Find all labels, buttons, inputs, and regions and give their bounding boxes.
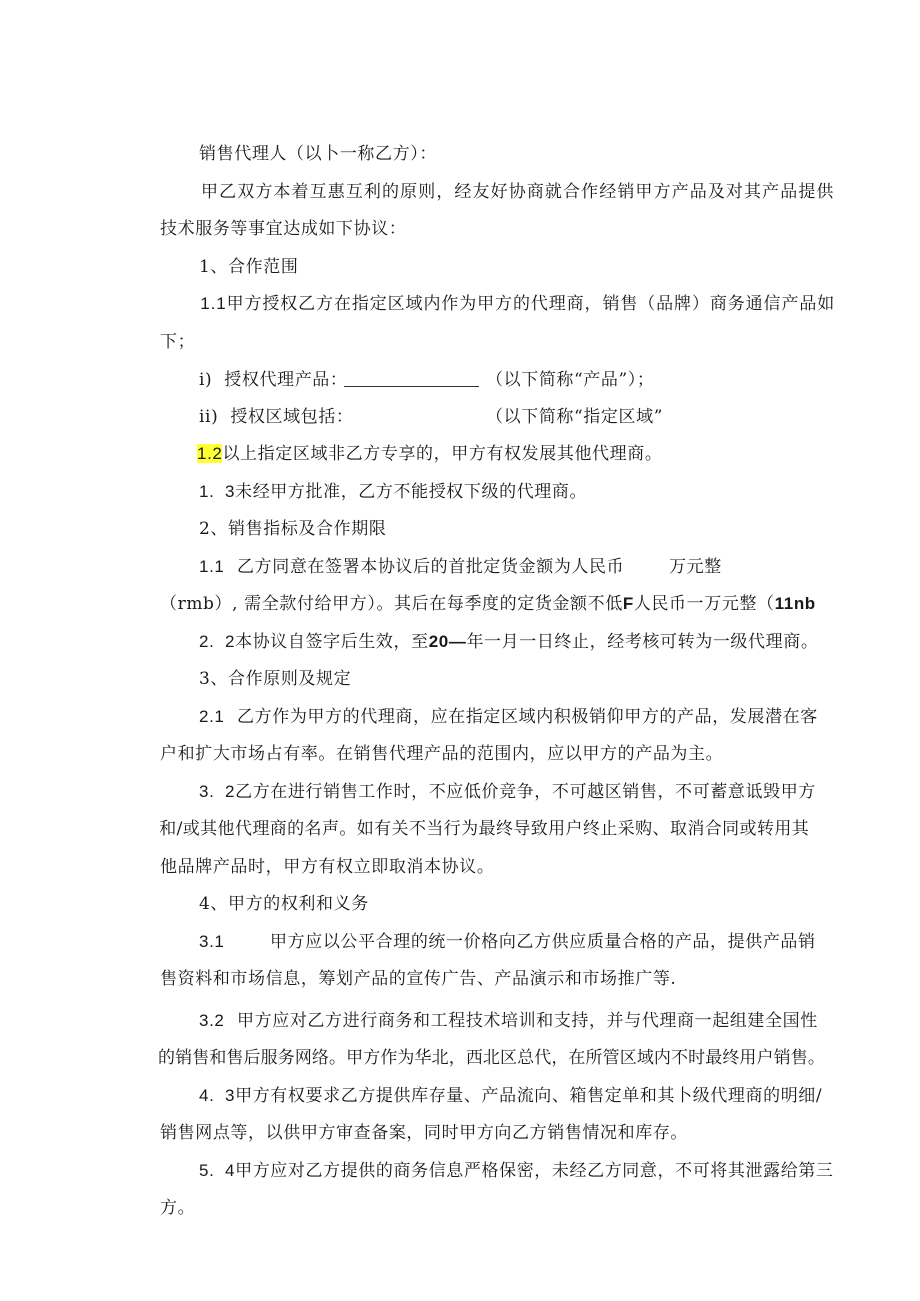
clause-4-4-line-1 [175, 1138, 834, 1204]
text: 和/或其他代理商的名声。如有关不当行为最终导致用户终止采购、取消合同或转用其 [159, 819, 810, 839]
clause-number: 5. 4 [199, 1161, 236, 1180]
clause-text: 甲方应以公平合理的统一价格向乙方供应质量合格的产品，提供产品销 [270, 932, 816, 952]
clause-text: 未经甲方批准，乙方不能授权下级的代理商。 [235, 482, 588, 502]
clause-4-4-line-2 [136, 1175, 195, 1241]
text: 人民币一万元整（ [633, 594, 775, 614]
text: 下； [160, 332, 196, 352]
clause-number: 1. 3 [199, 482, 236, 501]
clause-text: 乙方作为甲方的代理商，应在指定区域内积极销仰甲方的产品，发展潜在客 [237, 707, 818, 727]
text: 销售代理人（以卜一称乙方）： [199, 144, 437, 164]
text: （以下简称“产品”）； [486, 370, 655, 390]
fill-in-blank [344, 370, 479, 387]
clause-text: 乙方在进行销售工作时，不应低价竞争，不可越区销售，不可蓄意诋毁甲方 [235, 782, 816, 802]
text: （以下简称“指定区域” [486, 407, 663, 427]
field-label: ii) 授权区域包括： [199, 407, 354, 427]
clause-number-highlighted: 1.2 [197, 444, 223, 463]
year-placeholder: 20— [428, 632, 467, 651]
section-title: 4、甲方的权利和义务 [199, 894, 369, 914]
text: 方。 [160, 1198, 196, 1218]
clause-text: 乙方同意在签署本协议后的首批定货金额为人民币 [237, 557, 625, 577]
text: 售资料和市场信息，筹划产品的宣传广告、产品演示和市场推广等. [160, 969, 677, 989]
clause-number: 1.1 [199, 557, 225, 576]
clause-number: 4. 3 [199, 1086, 236, 1105]
text: 销售网点等，以供甲方审查备案，同时甲方向乙方销售情况和库存。 [160, 1123, 689, 1143]
text: （rmb）, 需全款付给甲方）。其后在每季度的定货金额不低 [160, 594, 623, 614]
clause-number: 2. 2 [199, 632, 236, 651]
clause-number: 3.2 [199, 1011, 225, 1030]
text: 他品牌产品时，甲方有权立即取消本协议。 [160, 857, 495, 877]
text: F [622, 594, 634, 613]
clause-text: 甲方应对乙方进行商务和工程技术培训和支持，并与代理商一起组建全国性 [237, 1011, 818, 1031]
field-label: i) 授权代理产品： [199, 370, 348, 390]
clause-text: 甲方有权要求乙方提供库存量、产品流向、箱售定单和其卜级代理商的明细/ [235, 1086, 823, 1106]
text: 11nb [774, 594, 816, 613]
clause-number: 1.1 [200, 294, 227, 313]
clause-number: 3. 2 [199, 782, 236, 801]
text: 的销售和售后服务网络。甲方作为华北，西北区总代，在所管区域内不时最终用户销售。 [158, 1048, 825, 1068]
clause-number: 3.1 [199, 932, 225, 951]
amount-unit: 万元整 [669, 557, 722, 577]
section-title: 3、合作原则及规定 [199, 669, 352, 689]
text: 技术服务等事宜达成如下协议： [160, 219, 407, 239]
clause-1-1-line-1 [175, 271, 835, 337]
clause-number: 2.1 [199, 707, 225, 726]
clause-text: 年一月一日终止，经考核可转为一级代理商。 [466, 632, 819, 652]
clause-text: 甲方应对乙方提供的商务信息严格保密，未经乙方同意，不可将其泄露给第三 [235, 1161, 834, 1181]
text: 户和扩大市场占有率。在销售代理产品的范围内，应以甲方的产品为主。 [160, 744, 724, 764]
clause-text: 本协议自签字后生效，至 [235, 632, 429, 652]
section-title: 2、销售指标及合作期限 [199, 519, 387, 539]
clause-text: 甲方授权乙方在指定区域内作为甲方的代理商，销售（品牌）商务通信产品如 [226, 294, 836, 314]
section-title: 1、合作范围 [199, 257, 299, 277]
text: 甲乙双方本着互惠互利的原则，经友好协商就合作经销甲方产品及对其产品提供 [201, 182, 835, 202]
clause-text: 以上指定区域非乙方专享的，甲方有权发展其他代理商。 [222, 444, 663, 464]
